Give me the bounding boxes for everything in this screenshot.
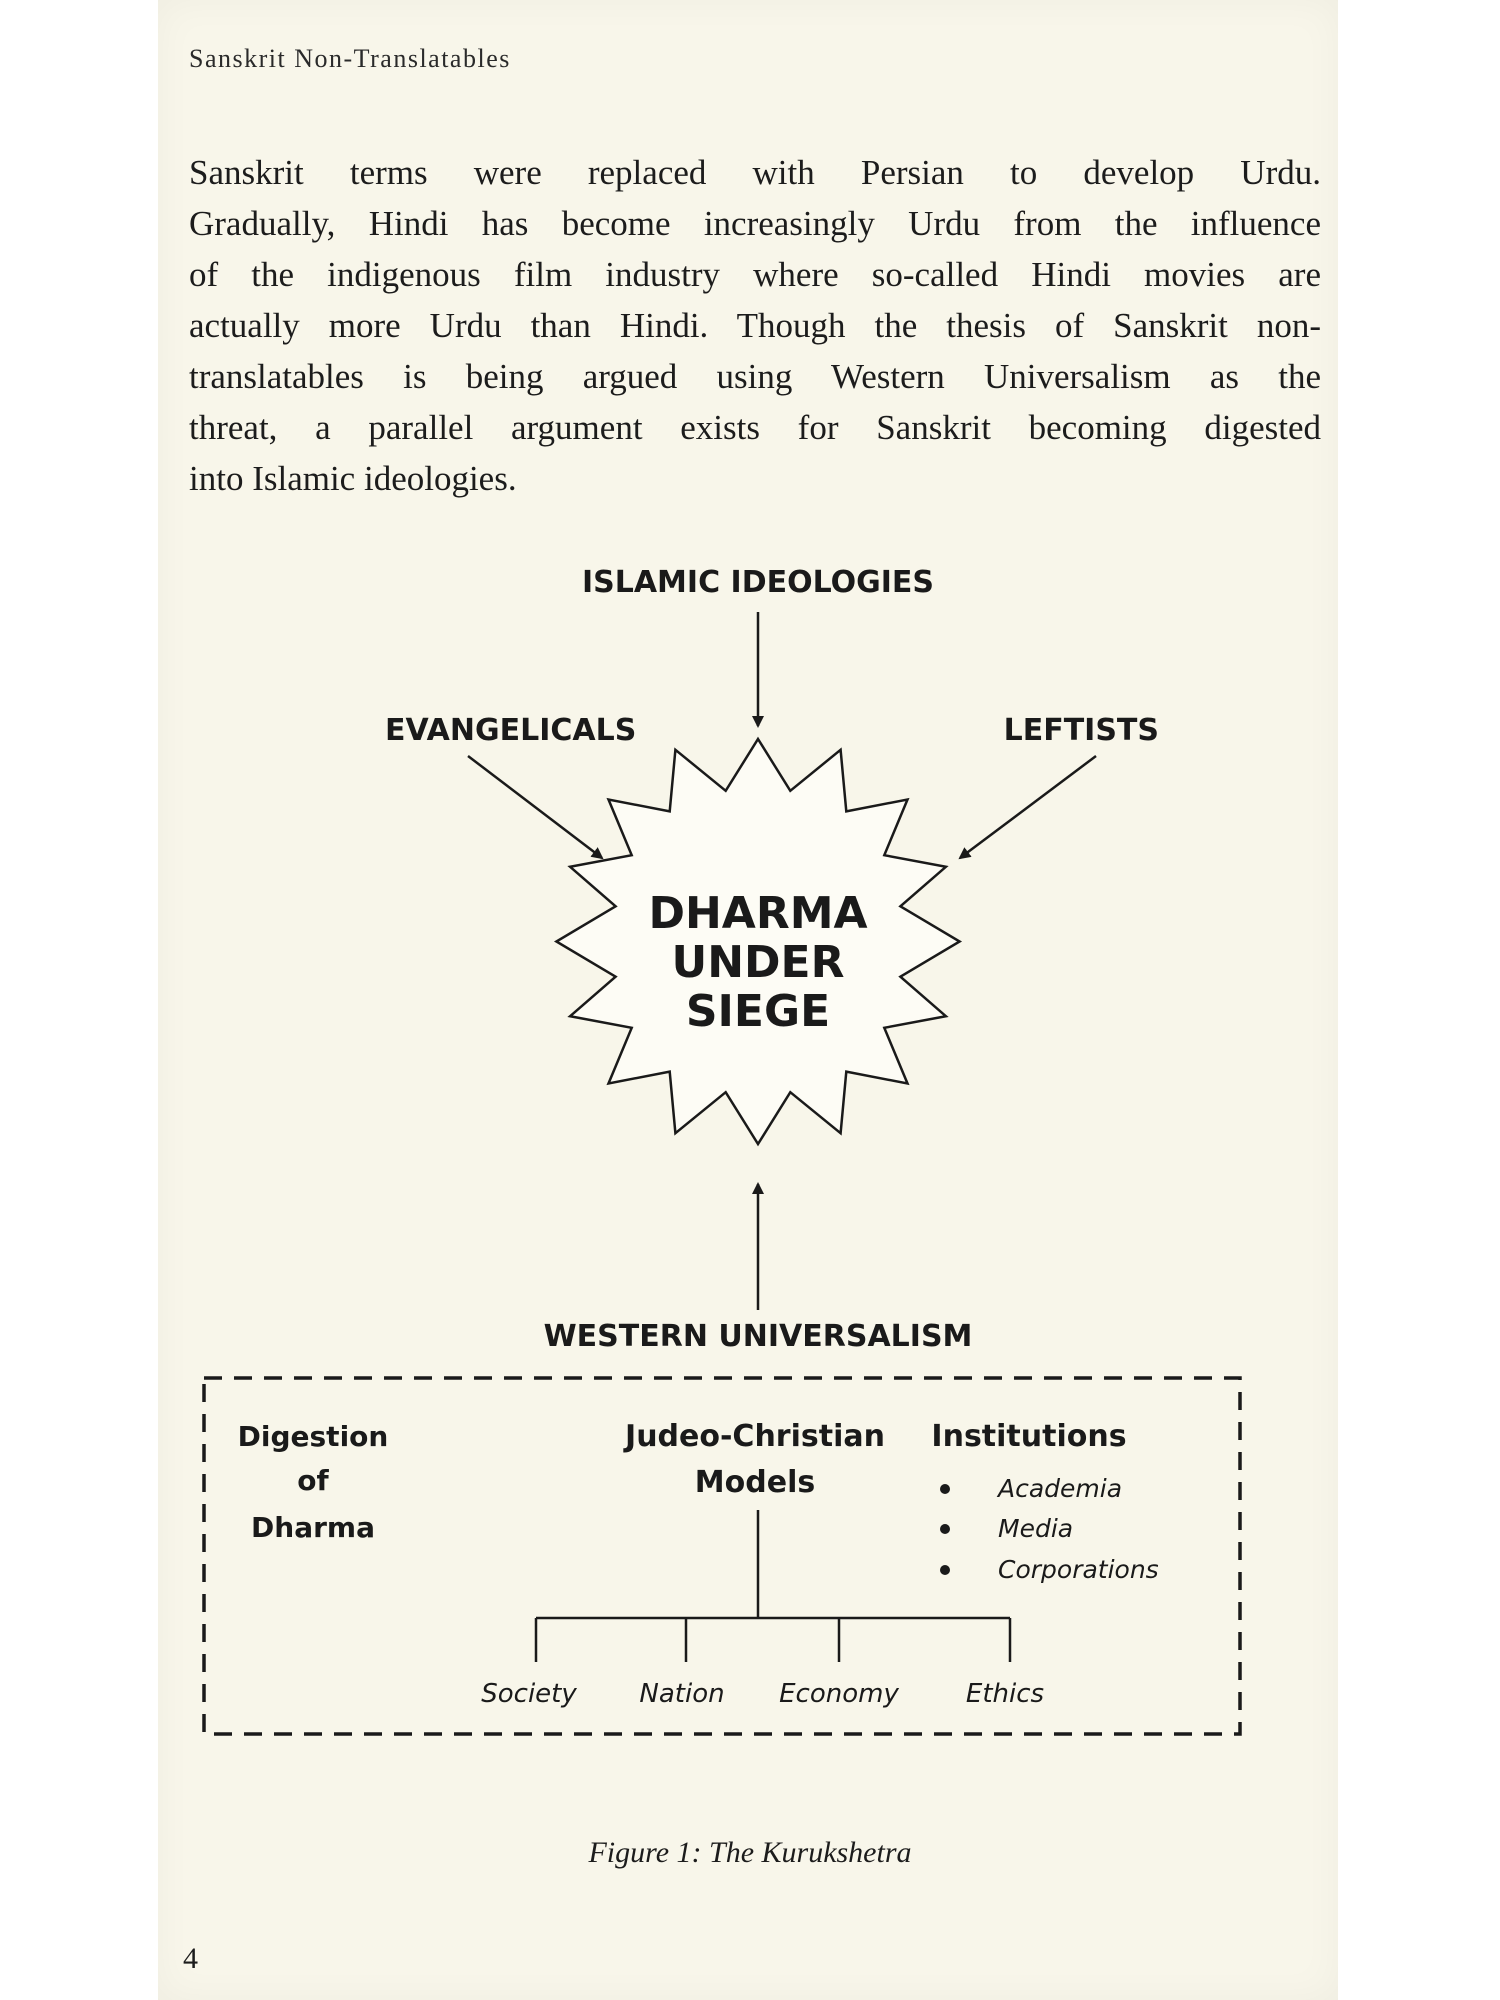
digestion-label-line: Dharma [251, 1511, 375, 1544]
models-label-line: Judeo-Christian [625, 1419, 885, 1454]
institution-item: Corporations [998, 1555, 1159, 1584]
center-title-line: SIEGE [685, 986, 831, 1037]
center-title-line: DHARMA [648, 888, 868, 939]
western-universalism-label: WESTERN UNIVERSALISM [543, 1319, 973, 1354]
paragraph-line: translatables is being argued using Western Universalism as the [189, 357, 1321, 396]
islamic-ideologies-label: ISLAMIC IDEOLOGIES [581, 565, 935, 600]
paragraph-line: into Islamic ideologies. [189, 459, 517, 498]
branch-label: Economy [779, 1679, 899, 1709]
kurukshetra-diagram [158, 540, 1338, 1870]
paragraph-line: Gradually, Hindi has become increasingly Urdu from the influence [189, 204, 1321, 243]
branch-label: Nation [639, 1679, 725, 1709]
figure-caption: Figure 1: The Kurukshetra [588, 1836, 912, 1869]
body-paragraph [189, 147, 1321, 504]
bullet-icon [940, 1565, 950, 1575]
branch-label: Ethics [965, 1679, 1045, 1709]
leftists-label: LEFTISTS [1003, 713, 1159, 748]
running-header: Sanskrit Non-Translatables [189, 44, 511, 73]
institutions-title: Institutions [931, 1419, 1127, 1454]
paragraph-line: Sanskrit terms were replaced with Persian to develop Urdu. [189, 153, 1321, 192]
digestion-label-line: of [297, 1464, 329, 1497]
paragraph-line: actually more Urdu than Hindi. Though the thesis of Sanskrit non- [189, 306, 1321, 345]
digestion-label-line: Digestion [237, 1420, 389, 1453]
bullet-icon [940, 1524, 950, 1534]
paragraph-line: of the indigenous film industry where so-called Hindi movies are [189, 255, 1321, 294]
branch-label: Society [481, 1679, 577, 1709]
models-label-line: Models [694, 1465, 816, 1500]
arrow-diagonal-icon [960, 756, 1096, 858]
tree-connector [536, 1510, 1010, 1662]
institution-item: Media [998, 1514, 1074, 1543]
page-number: 4 [183, 1942, 198, 1975]
paragraph-line: threat, a parallel argument exists for Sanskrit becoming digested [189, 408, 1321, 447]
arrow-diagonal-icon [468, 756, 602, 858]
bullet-icon [940, 1484, 950, 1494]
institution-item: Academia [998, 1474, 1123, 1503]
evangelicals-label: EVANGELICALS [385, 713, 637, 748]
center-title-line: UNDER [671, 937, 845, 988]
